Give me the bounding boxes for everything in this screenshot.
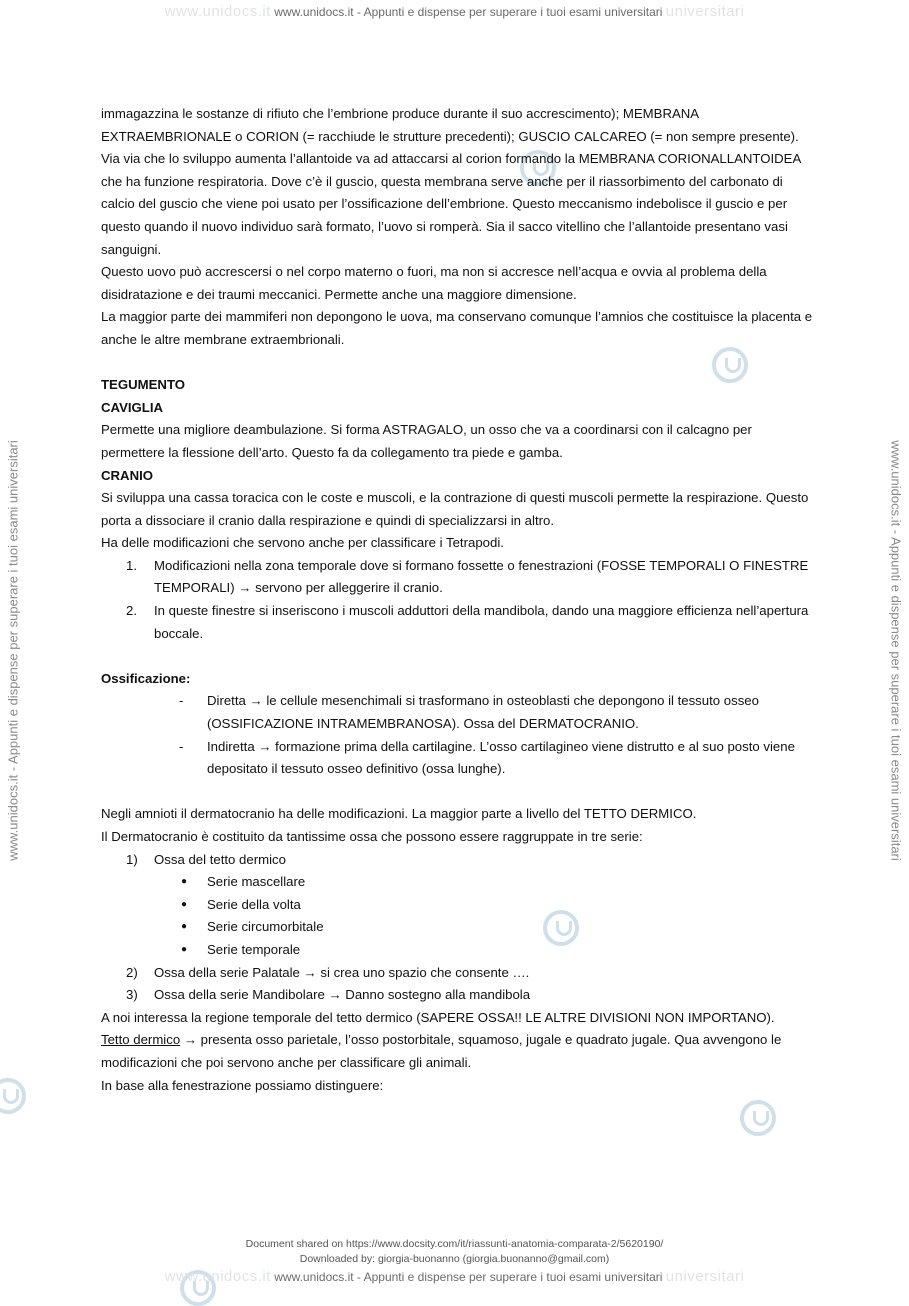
paragraph: Il Dermatocranio è costituito da tantissime ossa che possono essere raggruppate in tre serie: bbox=[101, 829, 643, 844]
list-item: - Diretta → le cellule mesenchimali si trasformano in osteoblasti che depongono il tessuto osseo (OSSIFICAZIONE INTRAMEMBRANOSA). Ossa del DERMATOCRANIO. bbox=[179, 693, 759, 732]
paragraph: La maggior parte dei mammiferi non depongono le uova, ma conservano comunque l’amnios che costituisce la placenta e anche le altre membrane extraembrionali. bbox=[101, 309, 813, 347]
paragraph: immagazzina le sostanze di rifiuto che l’embrione produce durante il suo accrescimento); MEMBRANA EXTRAEMBRIONALE o CORION (= racchiude le strutture precedenti); GUSCIO CALCAREO (= non sempre presente). bbox=[101, 106, 799, 144]
paragraph: Tetto dermico → presenta osso parietale, l’osso postorbitale, squamoso, jugale e quadrato jugale. Qua avvengono le modificazioni che poi servono anche per classificare gli animali. bbox=[101, 1032, 782, 1070]
paragraph: In base alla fenestrazione possiamo distinguere: bbox=[101, 1077, 384, 1093]
unidocs-logo-icon bbox=[740, 1100, 776, 1136]
section-heading-ossificazione: Ossificazione: bbox=[101, 670, 191, 686]
list-item: ● Serie circumorbitale bbox=[181, 919, 324, 935]
list-item: 2) Ossa della serie Palatale → si crea uno spazio che consente …. bbox=[126, 964, 530, 980]
paragraph: Via via che lo sviluppo aumenta l’allantoide va ad attaccarsi al corion formando la MEMBRANA CORIONALLANTOIDEA che ha funzione respiratoria. Dove c’è il guscio, questa membrana serve anche per il riassorbimento del carbonato di calcio del guscio che viene poi usato per l’ossificazione dell’embrione. Questo meccanismo indebolisce il guscio e per questo quando il nuovo individuo sarà formato, l’uovo si romperà. Sia il sacco vitellino che l’allantoide presentano vasi sanguigni. bbox=[101, 151, 801, 257]
footer-shared-text: Document shared on https://www.docsity.com/it/riassunti-anatomia-comparata-2/5620190/ bbox=[245, 1238, 664, 1250]
paragraph: Ha delle modificazioni che servono anche per classificare i Tetrapodi. bbox=[101, 535, 504, 551]
section-heading-tegumento: TEGUMENTO bbox=[101, 377, 186, 393]
list-item: 2. In queste finestre si inseriscono i muscoli adduttori della mandibola, dando una maggiore efficienza nell’apertura boccale. bbox=[126, 603, 809, 641]
list-item: ● Serie temporale bbox=[181, 941, 301, 957]
serie-sub-list bbox=[101, 871, 813, 961]
left-side-watermark: www.unidocs.it - Appunti e dispense per superare i tuoi esami universitari bbox=[5, 440, 21, 861]
list-item: ● Serie mascellare bbox=[181, 874, 306, 890]
footer-downloaded-text: Downloaded by: giorgia-buonanno (giorgia.buonanno@gmail.com) bbox=[299, 1253, 610, 1265]
cranio-numbered-list bbox=[101, 555, 813, 645]
section-heading-cranio: CRANIO bbox=[101, 467, 154, 483]
header-watermark bbox=[0, 3, 909, 20]
serie-list-continued bbox=[101, 962, 813, 1007]
paragraph: Negli amnioti il dermatocranio ha delle modificazioni. La maggior parte a livello del TETTO DERMICO. bbox=[101, 806, 697, 822]
serie-list bbox=[101, 849, 813, 872]
right-side-watermark: www.unidocs.it - Appunti e dispense per superare i tuoi esami universitari bbox=[888, 440, 904, 861]
list-item: ● Serie della volta bbox=[181, 896, 301, 912]
ghost-watermark-right: universitari bbox=[665, 3, 745, 20]
paragraph: Si sviluppa una cassa toracica con le coste e muscoli, e la contrazione di questi muscoli permette la respirazione. Questo porta a dissociare il cranio dalla respirazione e quindi di specializzarsi in altro. bbox=[101, 490, 809, 528]
header-watermark-text: www.unidocs.it - Appunti e dispense per superare i tuoi esami universitari bbox=[274, 5, 663, 19]
tetto-dermico-label: Tetto dermico bbox=[101, 1032, 181, 1048]
document-body bbox=[101, 103, 813, 1097]
section-heading-caviglia: CAVIGLIA bbox=[101, 399, 164, 415]
paragraph: A noi interessa la regione temporale del tetto dermico (SAPERE OSSA!! LE ALTRE DIVISIONI NON IMPORTANO). bbox=[101, 1009, 775, 1025]
paragraph: Questo uovo può accrescersi o nel corpo materno o fuori, ma non si accresce nell’acqua e ovvia al problema della disidratazione e dei traumi meccanici. Permette anche una maggiore dimensione. bbox=[101, 264, 767, 302]
footer-watermark: www.unidocs.it www.unidocs.it - Appunti e dispense per superare i tuoi esami universitari universitari bbox=[164, 1268, 745, 1285]
ghost-watermark-left: www.unidocs.it bbox=[164, 3, 271, 20]
list-item: 1. Modificazioni nella zona temporale dove si formano fossette o fenestrazioni (FOSSE TEMPORALI O FINESTRE TEMPORALI) → servono per alleggerire il cranio. bbox=[126, 557, 809, 596]
paragraph: Permette una migliore deambulazione. Si forma ASTRAGALO, un osso che va a coordinarsi con il calcagno per permettere la flessione dell’arto. Questo fa da collegamento tra piede e gamba. bbox=[101, 422, 752, 460]
unidocs-logo-icon bbox=[0, 1078, 26, 1114]
list-item: 1) Ossa del tetto dermico bbox=[126, 851, 286, 867]
ossificazione-list bbox=[101, 690, 813, 780]
list-item: - Indiretta → formazione prima della cartilagine. L’osso cartilagineo viene distrutto e al suo posto viene depositato il tessuto osseo definitivo (ossa lunghe). bbox=[179, 738, 795, 777]
list-item: 3) Ossa della serie Mandibolare → Danno sostegno alla mandibola bbox=[126, 987, 531, 1003]
